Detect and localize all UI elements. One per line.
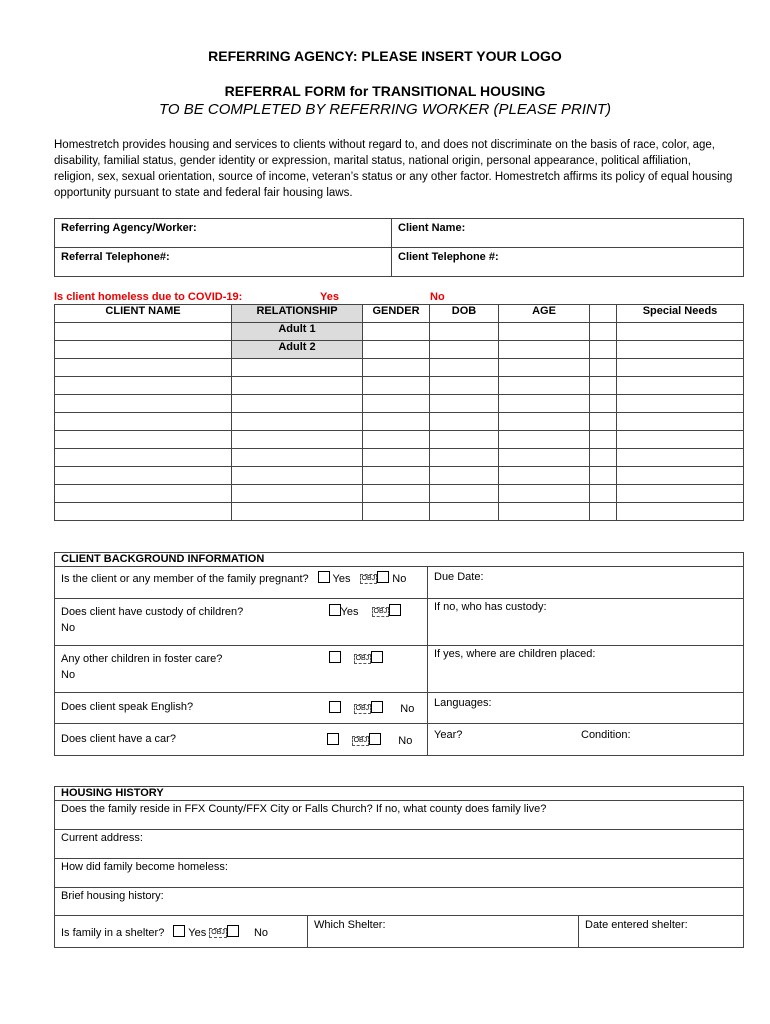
form-title: REFERRAL FORM for TRANSITIONAL HOUSING <box>224 83 546 99</box>
obj-icon: OBJ <box>211 929 225 936</box>
table-cell[interactable] <box>590 341 617 359</box>
col-client-name: CLIENT NAME <box>55 305 232 323</box>
col-blank <box>590 305 617 323</box>
which-shelter-field[interactable]: Which Shelter: <box>308 916 579 948</box>
languages-field[interactable]: Languages: <box>428 693 744 724</box>
table-row <box>55 395 744 413</box>
custody-no-label: No <box>61 622 76 634</box>
obj-icon: OBJ <box>373 608 388 615</box>
pregnant-yes-checkbox[interactable] <box>318 571 330 583</box>
col-special-needs: Special Needs <box>617 305 744 323</box>
obj-icon: OBJ <box>353 737 368 744</box>
custody-no-checkbox[interactable] <box>389 604 401 616</box>
yes-label: Yes <box>340 606 359 618</box>
table-row <box>55 467 744 485</box>
referral-phone-field[interactable]: Referral Telephone#: <box>55 248 392 277</box>
obj-icon: OBJ <box>361 575 376 582</box>
table-cell[interactable] <box>363 341 430 359</box>
date-entered-field[interactable]: Date entered shelter: <box>579 916 744 948</box>
table-cell[interactable] <box>430 323 499 341</box>
pregnant-row <box>55 567 428 599</box>
relationship-adult-1: Adult 1 <box>232 323 363 341</box>
no-label: No <box>253 927 269 939</box>
table-cell[interactable] <box>617 323 744 341</box>
custody-row <box>55 599 428 646</box>
table-row <box>55 377 744 395</box>
foster-no-checkbox[interactable] <box>371 651 383 663</box>
car-question: Does client have a car? <box>61 733 176 745</box>
covid-question: Is client homeless due to COVID-19: <box>54 291 243 303</box>
year-field[interactable]: Year? <box>434 729 463 741</box>
obj-icon: OBJ <box>355 705 370 712</box>
reside-field[interactable]: Does the family reside in FFX County/FFX City or Falls Church? If no, what county does family live? <box>55 801 744 830</box>
client-phone-field[interactable]: Client Telephone #: <box>392 248 744 277</box>
table-cell[interactable] <box>617 341 744 359</box>
table-cell[interactable] <box>499 341 590 359</box>
due-date-field[interactable]: Due Date: <box>428 567 744 599</box>
who-custody-field[interactable]: If no, who has custody: <box>428 599 744 646</box>
english-question: Does client speak English? <box>61 701 194 713</box>
no-label: No <box>398 735 413 747</box>
custody-yes-checkbox[interactable] <box>329 604 341 616</box>
brief-history-field[interactable]: Brief housing history: <box>55 888 744 916</box>
col-age: AGE <box>499 305 590 323</box>
col-dob: DOB <box>430 305 499 323</box>
table-row <box>55 359 744 377</box>
intro-paragraph: Homestretch provides housing and services to clients without regard to, and does not discriminate on the basis of race, color, age, disability, familial status, gender identity or expression, marital status, national origin, personal appearance, political affiliation, religion, sex, sexual orientation, source of income, veteran’s status or any other factor. Homestretch affirms its policy of equal housing opportunity pursuant to state and federal fair housing laws. <box>54 139 733 199</box>
car-details <box>428 724 744 756</box>
yes-label: Yes <box>332 573 351 585</box>
col-gender: GENDER <box>363 305 430 323</box>
housing-title: HOUSING HISTORY <box>55 787 744 801</box>
shelter-question: Is family in a shelter? <box>61 927 165 939</box>
table-row <box>55 449 744 467</box>
no-label: No <box>400 703 415 715</box>
family-table <box>54 304 744 521</box>
no-label: No <box>392 573 407 585</box>
english-yes-checkbox[interactable] <box>329 701 341 713</box>
foster-no-label: No <box>61 669 76 681</box>
where-children-field[interactable]: If yes, where are children placed: <box>428 646 744 693</box>
client-name-field[interactable]: Client Name: <box>392 219 744 248</box>
foster-question: Any other children in foster care? <box>61 653 223 665</box>
car-no-checkbox[interactable] <box>369 733 381 745</box>
table-cell[interactable] <box>55 341 232 359</box>
pregnant-no-checkbox[interactable] <box>377 571 389 583</box>
shelter-yes-checkbox[interactable] <box>173 925 185 937</box>
custody-question: Does client have custody of children? <box>61 606 244 618</box>
table-row <box>55 503 744 521</box>
car-row <box>55 724 428 756</box>
table-cell[interactable] <box>55 323 232 341</box>
relationship-adult-2: Adult 2 <box>232 341 363 359</box>
foster-row <box>55 646 428 693</box>
foster-yes-checkbox[interactable] <box>329 651 341 663</box>
covid-no[interactable]: No <box>430 291 445 303</box>
table-cell[interactable] <box>590 323 617 341</box>
car-yes-checkbox[interactable] <box>327 733 339 745</box>
shelter-no-checkbox[interactable] <box>227 925 239 937</box>
table-row <box>55 413 744 431</box>
pregnant-question: Is the client or any member of the family pregnant? <box>61 573 309 585</box>
form-subtitle: TO BE COMPLETED BY REFERRING WORKER (PLEASE PRINT) <box>158 101 612 118</box>
obj-icon: OBJ <box>355 655 370 662</box>
table-cell[interactable] <box>363 323 430 341</box>
table-row <box>55 485 744 503</box>
current-address-field[interactable]: Current address: <box>55 830 744 859</box>
housing-table <box>54 786 744 948</box>
condition-field[interactable]: Condition: <box>581 729 631 741</box>
logo-line: REFERRING AGENCY: PLEASE INSERT YOUR LOGO <box>208 48 562 64</box>
yes-label: Yes <box>188 927 207 939</box>
agency-field[interactable]: Referring Agency/Worker: <box>55 219 392 248</box>
table-row <box>55 431 744 449</box>
covid-yes[interactable]: Yes <box>320 291 339 303</box>
table-cell[interactable] <box>499 323 590 341</box>
contact-table <box>54 218 744 277</box>
shelter-row <box>55 916 308 948</box>
english-row <box>55 693 428 724</box>
how-homeless-field[interactable]: How did family become homeless: <box>55 859 744 888</box>
col-relationship: RELATIONSHIP <box>232 305 363 323</box>
background-table <box>54 552 744 756</box>
background-title: CLIENT BACKGROUND INFORMATION <box>55 553 744 567</box>
english-no-checkbox[interactable] <box>371 701 383 713</box>
table-cell[interactable] <box>430 341 499 359</box>
